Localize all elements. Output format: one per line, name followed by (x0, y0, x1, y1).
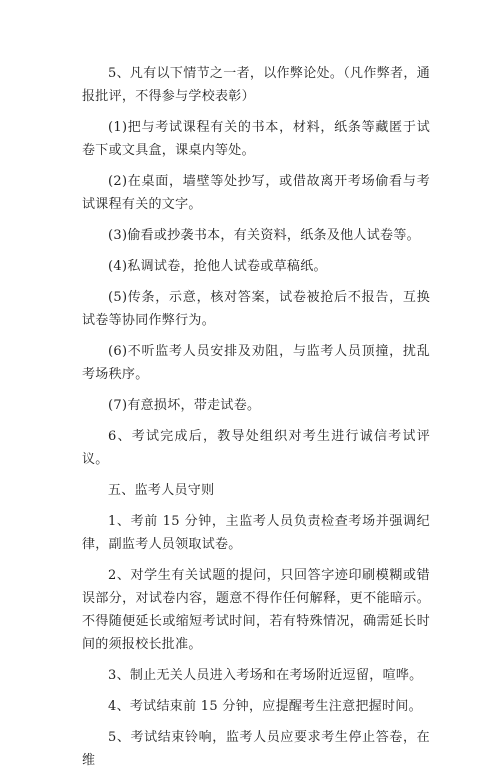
rule-6-integrity-review: 6、考试完成后，教导处组织对考生进行诚信考试评议。 (82, 429, 430, 467)
cheating-item-5: (5)传条，示意，核对答案，试卷被抢后不报告，互换试卷等协同作弊行为。 (82, 290, 430, 328)
cheating-item-1: (1)把与考试课程有关的书本，材料，纸条等藏匿于试卷下或文具盒，课桌内等处。 (82, 120, 430, 158)
cheating-item-4: (4)私调试卷，抢他人试卷或草稿纸。 (108, 259, 327, 274)
section-heading-proctor-rules: 五、监考人员守则 (108, 483, 215, 498)
cheating-item-7: (7)有意损坏，带走试卷。 (108, 398, 261, 413)
proctor-rule-5: 5、考试结束铃响，监考人员应要求考生停止答卷，在维 (82, 730, 430, 768)
cheating-item-3: (3)偷看或抄袭书本，有关资料，纸条及他人试卷等。 (108, 228, 420, 243)
document-body (82, 62, 430, 780)
cheating-item-6: (6)不听监考人员安排及劝阻，与监考人员顶撞，扰乱考场秩序。 (82, 344, 430, 382)
proctor-rule-3: 3、制止无关人员进入考场和在考场附近逗留，喧哗。 (108, 668, 423, 683)
rule-5-cheating-definition: 5、凡有以下情节之一者，以作弊论处。（凡作弊者，通报批评，不得参与学校表彰） (82, 66, 430, 104)
proctor-rule-4: 4、考试结束前 15 分钟，应提醒考生注意把握时间。 (108, 699, 422, 714)
proctor-rule-1: 1、考前 15 分钟，主监考人员负责检查考场并强调纪律，副监考人员领取试卷。 (82, 514, 430, 552)
proctor-rule-2: 2、对学生有关试题的提问，只回答字迹印刷模糊或错误部分，对试卷内容，题意不得作任何解释，更不能暗示。不得随便延长或缩短考试时间，若有特殊情况，确需延长时间的须报校长批准。 (82, 568, 430, 652)
cheating-item-2: (2)在桌面，墙壁等处抄写，或借故离开考场偷看与考试课程有关的文字。 (82, 174, 430, 212)
